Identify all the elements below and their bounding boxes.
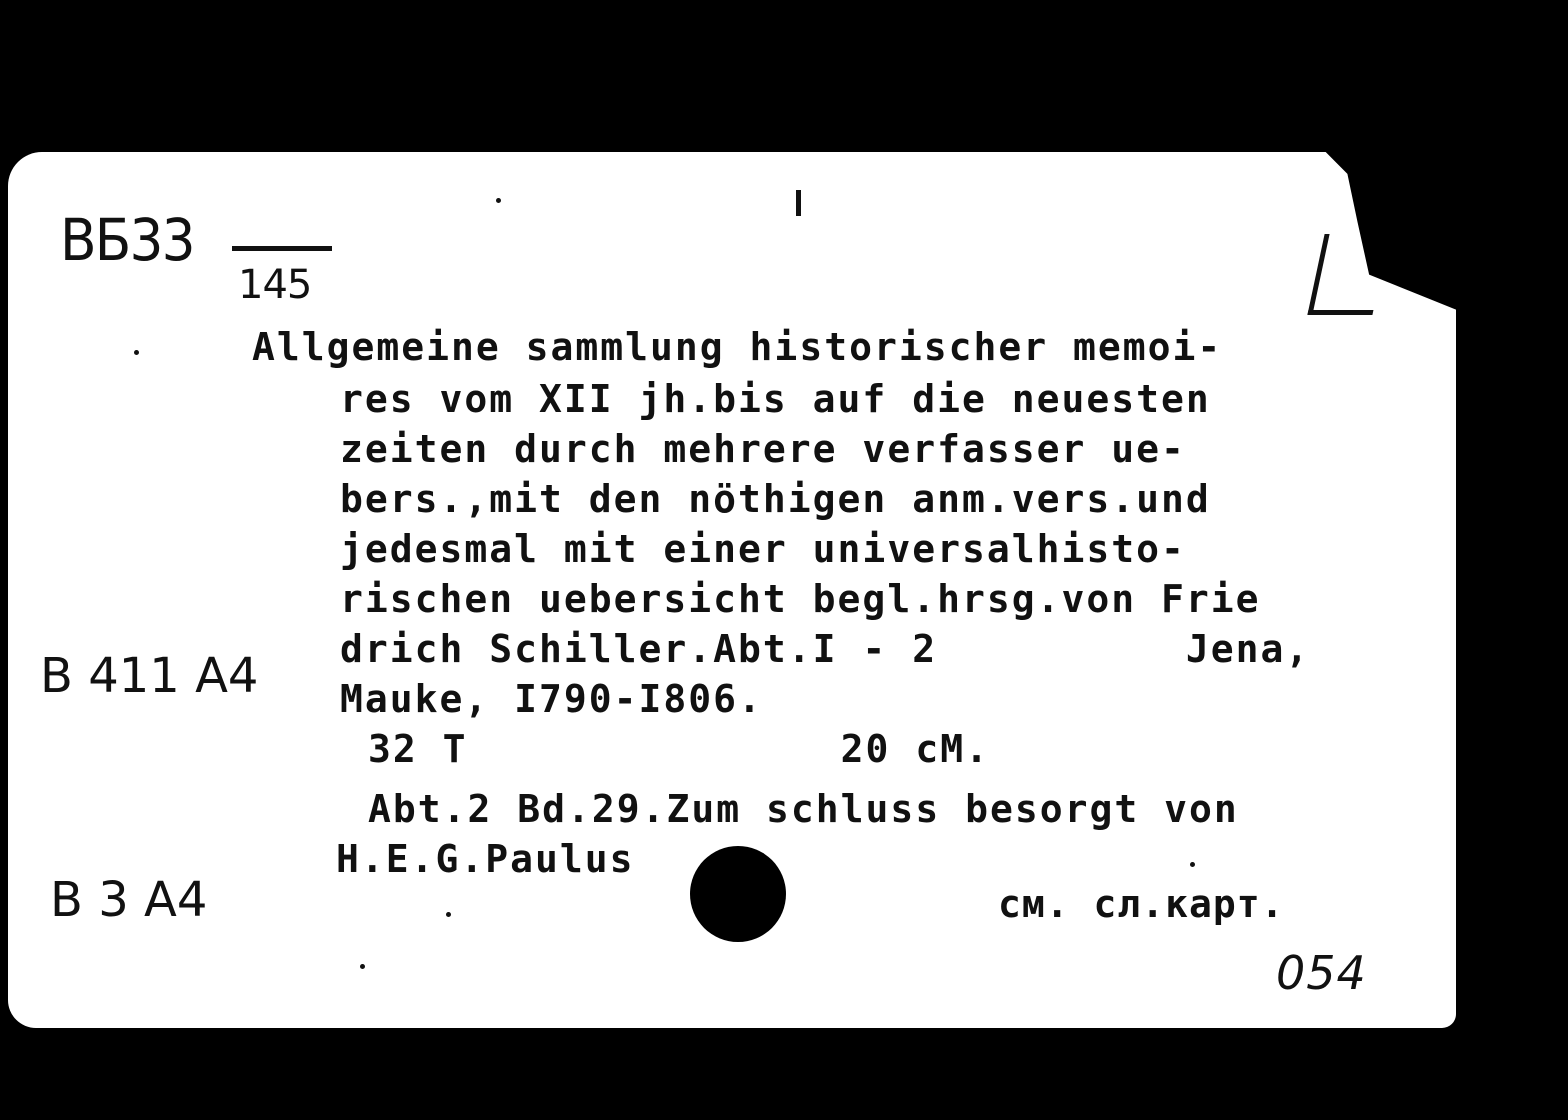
call-number-rule	[232, 246, 332, 251]
title-line-6: rischen uebersicht begl.hrsg.von Frie	[340, 577, 1261, 621]
call-number-sub: 145	[238, 262, 312, 308]
top-tick-mark	[796, 190, 801, 216]
speck	[496, 198, 501, 203]
title-line-8: Mauke, I790-I806.	[340, 677, 763, 721]
title-line-5: jedesmal mit einer universalhisto-	[340, 527, 1186, 571]
note-line-2: H.E.G.Paulus	[336, 837, 635, 881]
speck	[134, 350, 139, 355]
note-line-1: Abt.2 Bd.29.Zum schluss besorgt von	[368, 787, 1239, 831]
speck	[446, 912, 451, 917]
title-line-4: bers.,mit den nöthigen anm.vers.und	[340, 477, 1211, 521]
physical-description: 32 T 20 cM.	[368, 727, 990, 771]
title-line-2: res vom XII jh.bis auf die neuesten	[340, 377, 1211, 421]
title-line-3: zeiten durch mehrere verfasser ue-	[340, 427, 1186, 471]
card-number: 054	[1276, 946, 1367, 1000]
punch-hole	[690, 846, 786, 942]
title-line-1: Allgemeine sammlung historischer memoi-	[252, 325, 1223, 369]
title-line-7: drich Schiller.Abt.I - 2 Jena,	[340, 627, 1311, 671]
speck	[1190, 862, 1195, 867]
see-next-card: см. сл.карт.	[998, 882, 1285, 926]
side-mark-2: B 3 A4	[50, 872, 208, 928]
speck	[360, 964, 365, 969]
call-number: BБ33	[60, 206, 194, 274]
side-mark-1: B 411 A4	[40, 648, 259, 704]
